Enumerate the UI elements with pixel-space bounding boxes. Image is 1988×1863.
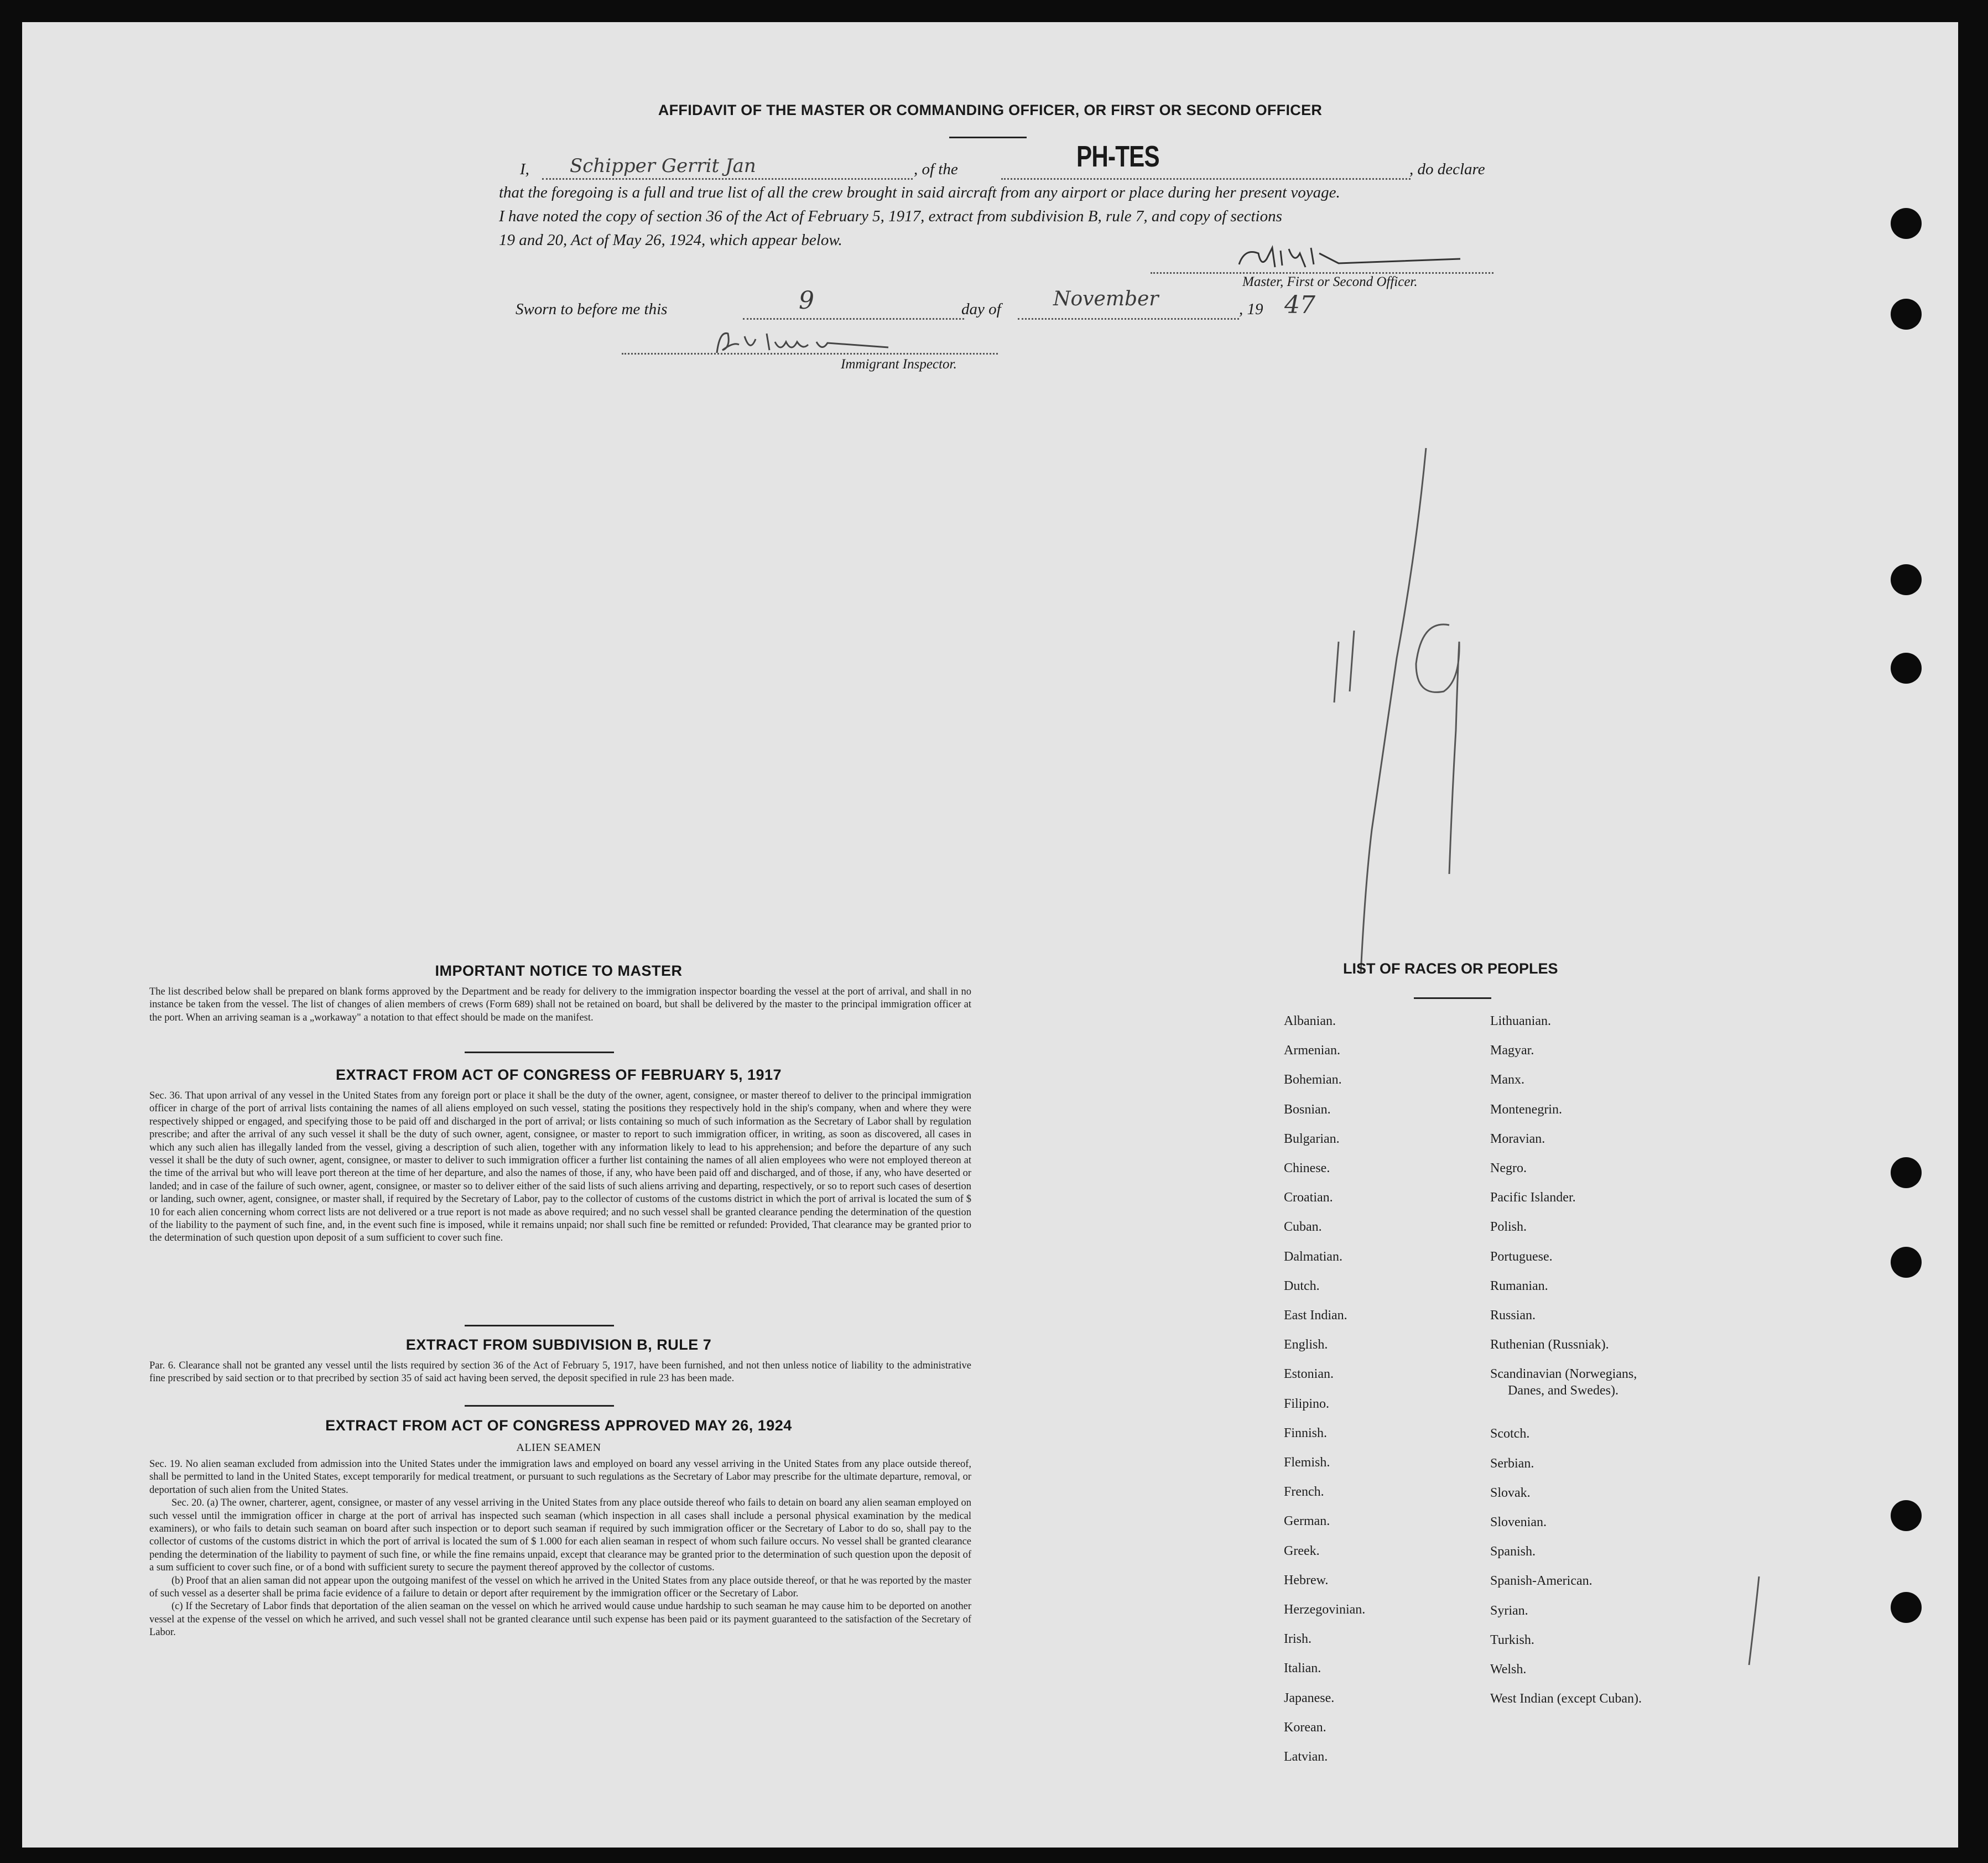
race-item: German. [1284, 1514, 1330, 1529]
master-caption: Master, First or Second Officer. [1242, 274, 1418, 289]
race-item: Russian. [1490, 1308, 1536, 1323]
race-item: Chinese. [1284, 1161, 1330, 1175]
affidavit-line2: that the foregoing is a full and true list of all the crew brought in said aircraft from any airport or place during her present voyage. [499, 184, 1340, 201]
race-item: Latvian. [1284, 1750, 1328, 1764]
sworn-month-handwritten: November [1053, 288, 1159, 310]
race-item: French. [1284, 1485, 1324, 1500]
race-item: Korean. [1284, 1720, 1326, 1735]
year-handwritten: 47 [1284, 291, 1315, 319]
extract-1917-rule [465, 1325, 614, 1326]
race-item: Finnish. [1284, 1425, 1328, 1440]
race-item: Dalmatian. [1284, 1249, 1342, 1264]
race-item: Bosnian. [1284, 1102, 1331, 1117]
punch-hole [1891, 1592, 1922, 1623]
extract-1924-sec20a: Sec. 20. (a) The owner, charterer, agent, consignee, or master of any vessel arriving in the United States from any place outside thereof who fails to detain on board any alien seaman employed on such vessel until the immigration officer in charge at the port of arrival has inspected such seaman (which inspection in all cases shall include a personal physical examination by the medical examiners), or who fails to detain such seaman on board after such inspection or to deport such seaman if required by such immigration officer or the Secretary of Labor to do so, shall pay to the collector of customs of the customs district in which the port of arrival is located the sum of $ 1.000 for each alien seaman in respect of whom such failure occurs. No vessel shall be granted clearance pending the determination of the liability to payment of such fine, or while the fine remains unpaid, except that clearance may be granted prior to the determination of such question upon the deposit of a sum sufficient to cover such fine, or of a bond with sufficient surety to secure the payment thereof approved by the collector of customs. [149, 1497, 971, 1574]
document-page [22, 22, 1958, 1848]
extract-1924-sec20c: (c) If the Secretary of Labor finds that deportation of the alien seaman on the vessel on which he arrived would cause undue hardship to such seaman he may cause him to be deported on another vessel at the expense of the vessel on which he arrived, and such vessel shall not be granted clearance until such expense has been paid or its payment guaranteed to the satisfaction of the Secretary of Labor. [149, 1601, 971, 1638]
race-item: Danes, and Swedes). [1508, 1383, 1618, 1398]
races-title: LIST OF RACES OR PEOPLES [1343, 960, 1558, 977]
race-item: Portuguese. [1490, 1249, 1553, 1264]
punch-hole [1891, 299, 1922, 330]
race-item: East Indian. [1284, 1308, 1347, 1323]
race-item: Ruthenian (Russniak). [1490, 1338, 1609, 1352]
inspector-caption: Immigrant Inspector. [841, 357, 957, 372]
race-item: Scandinavian (Norwegians, [1490, 1367, 1637, 1382]
race-item: Estonian. [1284, 1367, 1334, 1382]
punch-hole [1891, 1247, 1922, 1278]
extract-rule7-rule [465, 1405, 614, 1407]
affidavit-title: AFFIDAVIT OF THE MASTER OR COMMANDING OFFICER, OR FIRST OR SECOND OFFICER [658, 102, 1323, 118]
extract-1924-sec19: Sec. 19. No alien seaman excluded from admission into the United States under the immigration laws and employed on board any vessel arriving in the United States from any place outside thereof, shall be permitted to land in the United States, except temporarily for medical treatment, or pursuant to such regulations as the Secretary of Labor may prescribe for the ultimate departure, removal, or deportation of such alien from the United States. [149, 1459, 971, 1496]
master-name-line [542, 178, 913, 180]
sworn-month-line [1018, 318, 1239, 320]
extract-rule7-title: EXTRACT FROM SUBDIVISION B, RULE 7 [405, 1336, 712, 1353]
extract-1924-body [149, 1458, 971, 1640]
notice-rule [465, 1052, 614, 1053]
race-item: English. [1284, 1338, 1328, 1352]
race-item: Bohemian. [1284, 1073, 1342, 1087]
aircraft-line [1001, 178, 1411, 180]
race-item: Italian. [1284, 1661, 1321, 1676]
race-item: Welsh. [1490, 1662, 1527, 1677]
race-item: Serbian. [1490, 1456, 1534, 1471]
race-item: Rumanian. [1490, 1278, 1548, 1293]
race-item: Flemish. [1284, 1455, 1330, 1470]
extract-1917-text: Sec. 36. That upon arrival of any vessel in the United States from any foreign port or place it shall be the duty of the owner, agent, consignee, or master thereof to deliver to the principal immigration officer in charge of the port of arrival lists containing the names of all aliens employed on such vessel, stating the positions they respectively hold in the ship's company, when and where they were respectively shipped or engaged, and specifying those to be paid off and discharged in the port of arrival; or lists containing so much of such information as the Secretary of Labor shall by regulation prescribe; and after the arrival of any such vessel it shall be the duty of such owner, agent, consignee, or master to report to such immigration officer, in writing, as soon as discovered, all cases in which any such alien has illegally landed from the vessel, giving a description of such alien, together with any information likely to lead to his apprehension; and before the departure of any such vessel it shall be the duty of such owner, agent, consignee, or master to deliver to such immigration officer a further list containing the names of all alien employees who were not employed thereon at the time of the arrival but who will leave port thereon at the time of her departure, and also the names of those, if any, who have been paid off and discharged, and of those, if any, who have deserted or landed; and in case of the failure of such owner, agent, consignee, or master so to deliver either of the said lists of such aliens arriving and departing, respectively, or so to report such cases of desertion or landing, such owner, agent, consignee, or master shall, if required by the Secretary of Labor, pay to the collector of customs of the customs district in which the port of arrival is located the sum of $ 10 for each alien concerning whom correct lists are not delivered or a true report is not made as above required; and no such vessel shall be granted clearance pending the determination of the question of the liability to the payment of such fine, and, in the event such fine is imposed, while it remains unpaid; nor shall such fine be remitted or refunded: Provided, That clearance may be granted prior to the determination of such question upon deposit of a sum sufficient to cover such fine. [149, 1090, 971, 1244]
race-item: Lithuanian. [1490, 1014, 1551, 1028]
pencil-tick-mark [1741, 1571, 1763, 1671]
title-rule [949, 137, 1027, 138]
race-item: Herzegovinian. [1284, 1602, 1366, 1617]
year-prefix: , 19 [1239, 300, 1263, 318]
race-item: Montenegrin. [1490, 1102, 1562, 1117]
extract-rule7-text: Par. 6. Clearance shall not be granted any vessel until the lists required by section 36 of the Act of February 5, 1917, have been furnished, and not then unless notice of liability to the administrative fine prescribed by said section or to that precribed by section 35 of said act having been served, the deposit specified in rule 23 has been made. [149, 1360, 971, 1385]
punch-hole [1891, 208, 1922, 239]
race-item: Armenian. [1284, 1043, 1340, 1058]
race-item: Irish. [1284, 1632, 1312, 1647]
race-item: Magyar. [1490, 1043, 1534, 1058]
race-item: Manx. [1490, 1073, 1524, 1087]
aircraft-stamp: PH-TES [1076, 140, 1159, 173]
race-item: Syrian. [1490, 1603, 1528, 1618]
day-of: day of [961, 300, 1001, 318]
extract-1924-subtitle: ALIEN SEAMEN [516, 1442, 601, 1454]
extract-1924-title: EXTRACT FROM ACT OF CONGRESS APPROVED MAY 26, 1924 [325, 1417, 792, 1434]
extract-1917-title: EXTRACT FROM ACT OF CONGRESS OF FEBRUARY 5, 1917 [335, 1066, 782, 1083]
race-item: Slovenian. [1490, 1515, 1547, 1529]
race-item: Albanian. [1284, 1014, 1336, 1028]
affidavit-i: I, [520, 160, 529, 178]
race-item: Hebrew. [1284, 1573, 1329, 1588]
punch-hole [1891, 1500, 1922, 1531]
race-item: Moravian. [1490, 1131, 1545, 1146]
race-item: Spanish-American. [1490, 1574, 1593, 1589]
notice-title: IMPORTANT NOTICE TO MASTER [435, 962, 683, 979]
notice-text: The list described below shall be prepared on blank forms approved by the Department and be ready for delivery to the immigration inspector boarding the vessel at the port of arrival, and shall in no instance be taken from the vessel. The list of changes of alien members of crews (Form 689) shall not be retained on board, but shall be delivered by the master to the principal immigration officer at the port. When an arriving seaman is a „workaway" a notation to that effect should be made on the manifest. [149, 986, 971, 1023]
extract-1924-sec20b: (b) Proof that an alien saman did not appear upon the outgoing manifest of the vessel on which he arrived in the United States from any place outside thereof, or that he was reported by the master of such vessel as a deserter shall be prima facie evidence of a failure to detain or deport after requirement by the immigration officer or the Secretary of Labor. [149, 1575, 971, 1600]
race-item: West Indian (except Cuban). [1490, 1692, 1642, 1706]
race-item: Japanese. [1284, 1690, 1335, 1705]
race-item: Polish. [1490, 1220, 1527, 1235]
punch-hole [1891, 653, 1922, 684]
punch-hole [1891, 564, 1922, 595]
sworn-day-handwritten: 9 [799, 287, 814, 315]
race-item: Scotch. [1490, 1427, 1530, 1442]
race-item: Greek. [1284, 1543, 1320, 1558]
master-name-handwritten: Schipper Gerrit Jan [570, 155, 756, 177]
race-item: Slovak. [1490, 1485, 1531, 1500]
race-item: Turkish. [1490, 1632, 1534, 1647]
sworn-prefix: Sworn to before me this [516, 300, 668, 318]
affidavit-of-the: , of the [914, 160, 958, 178]
pencil-number-mark [1283, 443, 1482, 990]
punch-hole [1891, 1157, 1922, 1188]
affidavit-line3: I have noted the copy of section 36 of the Act of February 5, 1917, extract from subdivision B, rule 7, and copy of sections [499, 207, 1282, 225]
race-item: Bulgarian. [1284, 1131, 1340, 1146]
race-item: Cuban. [1284, 1220, 1322, 1235]
affidavit-declare: , do declare [1409, 160, 1485, 178]
race-item: Dutch. [1284, 1278, 1320, 1293]
race-item: Croatian. [1284, 1190, 1333, 1205]
race-item: Pacific Islander. [1490, 1190, 1576, 1205]
race-item: Filipino. [1284, 1396, 1330, 1411]
race-item: Negro. [1490, 1161, 1527, 1175]
affidavit-line4: 19 and 20, Act of May 26, 1924, which appear below. [499, 231, 842, 249]
race-item: Spanish. [1490, 1544, 1536, 1559]
races-rule [1414, 997, 1491, 999]
